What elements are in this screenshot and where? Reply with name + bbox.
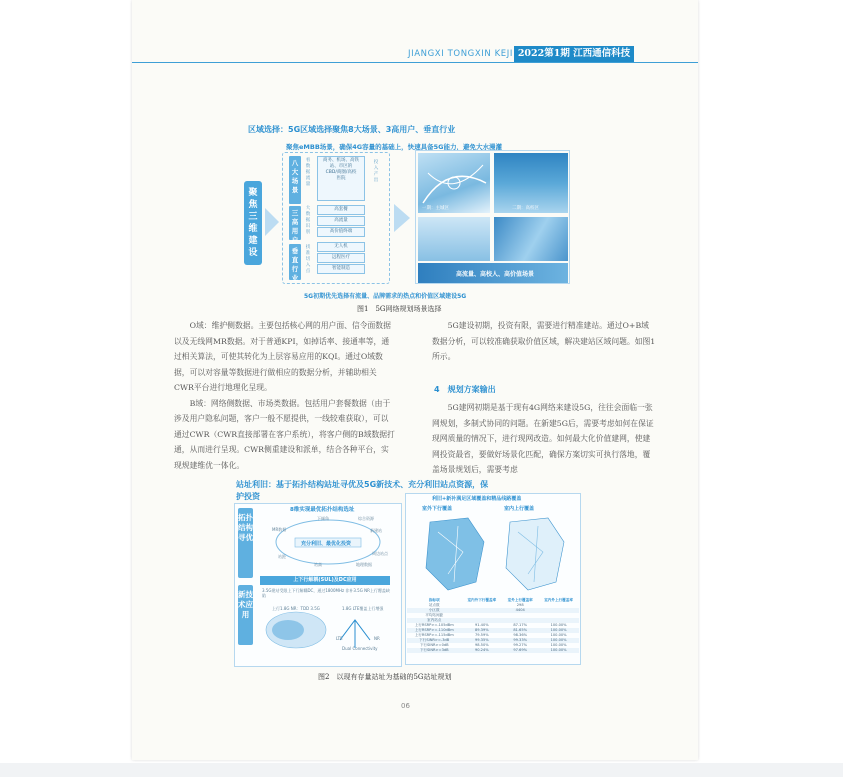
topology-center: 充分利旧、最优化投资 <box>301 541 352 547</box>
table-cell: 站点数 <box>428 603 440 607</box>
table-cell: 下行SINR>=0dB <box>419 643 449 647</box>
table-cell: 298 <box>516 603 524 607</box>
figure1-subtitle: 聚焦eMBB场景，确保4G容量的基础上，快速具备5G能力，避免大水漫灌 <box>286 143 503 151</box>
topology-node: 新建站 <box>370 528 382 533</box>
table-cell: 81.65% <box>502 628 538 633</box>
topology-node: 地理数据 <box>356 562 372 567</box>
figure1-item: 商务、机场、高铁 <box>323 158 359 163</box>
figure1-category-scene <box>289 156 301 204</box>
aerial-photo <box>494 153 568 213</box>
table-cell: 99.27% <box>513 643 528 647</box>
figure2-tab-topology <box>238 508 253 578</box>
coverage-map-right <box>506 518 564 590</box>
figure1-scene-box <box>317 156 365 201</box>
table-header-cell: 室内外上行覆盖率 <box>544 598 573 602</box>
coverage-maps <box>408 512 578 596</box>
topology-node: 周边站点 <box>372 551 388 556</box>
table-cell: 上行RSRP>=-105dBm <box>414 623 454 627</box>
figure1-right-label-text: 投入产出 <box>373 160 379 183</box>
arrow-right-icon <box>394 204 410 232</box>
table-cell: 上行RSRP>=-115dBm <box>414 633 454 637</box>
coverage-core <box>272 620 304 640</box>
figure1-item-box <box>317 216 365 226</box>
coverage-map-left <box>426 518 484 590</box>
header-issue-badge: 2022第1期 江西通信科技 <box>514 46 634 62</box>
table-cell: 平均站间距 <box>425 613 444 617</box>
table-cell: 98.50% <box>474 643 489 647</box>
road-photo <box>494 217 568 261</box>
figure1-item-box <box>317 242 365 252</box>
table-cell: 90.24% <box>461 648 502 653</box>
figure1-right-label <box>372 160 380 184</box>
right-column-top <box>432 318 656 365</box>
figure1-item: CBD/商圈/高校 <box>325 170 357 175</box>
sul-label: LTE <box>336 636 343 641</box>
table-header-cell: 指标项 <box>428 598 440 602</box>
sul-label: 上行1.8G NR：TDD 3.5G <box>272 606 320 611</box>
figure1-item: 高套餐 <box>334 207 348 212</box>
figure2-title: 站址利旧：基于拓扑结构站址寻优及5G新技术、充分利旧站点资源，保护投资 <box>236 480 489 501</box>
header-rule <box>132 62 698 63</box>
table-cell: 100.00% <box>538 628 579 633</box>
figure1-item-box <box>317 205 365 215</box>
table-cell: 79.59% <box>474 633 489 637</box>
topology-node: MR数据 <box>272 527 287 532</box>
figure1-item: 高价值终端 <box>329 229 353 234</box>
figure1-item: 无人机 <box>334 244 348 249</box>
figure1-category-industry <box>289 244 301 280</box>
table-cell: 上行RSRP>=-110dBm <box>407 628 461 633</box>
topology-node: 综合资源 <box>358 516 374 521</box>
figure1-side-label <box>304 206 312 236</box>
map-lines-icon <box>418 153 490 213</box>
figure1-photo-collage <box>415 150 570 284</box>
figure2-tab-label: 新技术应用 <box>238 590 253 619</box>
figure1-item: 智能制造 <box>332 266 350 271</box>
sul-text: 3.5G建站受限上下行解耦DC，通过1800MHz 非补3.5G NR上行覆盖缺陷 <box>262 588 390 598</box>
figure2-tab-label: 拓扑结构寻优 <box>238 513 253 542</box>
table-cell: 87.17% <box>513 623 528 627</box>
table-header-cell: 室外上行覆盖率 <box>507 598 533 602</box>
topology-node: 站距 <box>278 554 286 559</box>
table-cell: 100.00% <box>538 648 579 653</box>
arrow-right-icon <box>265 208 279 236</box>
table-cell: 91.40% <box>474 623 489 627</box>
figure1-item: 站、市区的 <box>329 164 353 169</box>
document-page <box>132 0 698 760</box>
figure1-caption: 图1 5G网络规划场景选择 <box>357 305 442 313</box>
map-left-label: 室外下行覆盖 <box>422 506 453 512</box>
header-journal-en: JIANGXI TONGXIN KEJI <box>408 49 513 59</box>
paragraph: O域：维护侧数据。主要包括核心网的用户面、信令面数据以及无线网MR数据。对于普通KPI，如掉话率、接通率等，通过相关算法，可使其转化为上层容易应用的KQI。通过O域数据，可以对容量等数据进行做相应的数据分析，并辅助相关CWR平台进行地理化呈现。 <box>174 321 391 392</box>
figure1-category-label: 三高用户 <box>291 209 299 244</box>
city-map-photo <box>418 153 490 213</box>
paragraph: 5G建网初期是基于现有4G网络来建设5G，往往会面临一张网规划，多制式协同的问题。在新建5G后，需要考虑如何在保证现网质量的情况下，进行现网改造。如何最大化价值建网，使建网投资最省，要做好场景化匹配，确保方案切实可执行落地，覆盖场景规划后，需要考虑 <box>432 403 654 474</box>
figure1-side-label-text: 大数据识别 <box>305 206 311 235</box>
table-cell: 97.69% <box>502 648 538 653</box>
figure1-side-label-text: 看数据流量 <box>305 158 311 187</box>
sul-label: NR <box>374 636 380 641</box>
figure1-left-label-text: 聚焦三维建设 <box>248 188 258 258</box>
paragraph: B域：网络侧数据、市场类数据。包括用户套餐数据（由于涉及用户隐私问题，客户一般不愿提供，一线较难获取），可以通过CWR（CWR直接部署在客户系统），将客户侧的B域数据打通，从而进行呈现。CWR侧重建设和派单，结合各种平台，实现规建维优一体化。 <box>174 398 395 470</box>
sul-label: 1.8G LTE覆盖上行增强 <box>342 606 384 611</box>
photo-caption: 二期：高校区 <box>512 206 539 211</box>
photo-caption: 一期：主城区 <box>422 206 449 211</box>
figure1-side-label <box>304 245 312 275</box>
figure1-item-box <box>317 253 365 263</box>
figure2-tab-newtech <box>238 585 253 645</box>
figure1-category-users <box>289 206 301 244</box>
map-right-label: 室内上行覆盖 <box>504 506 535 512</box>
figure1-item: 高流量 <box>334 218 348 223</box>
table-cell: 99.33% <box>502 638 538 643</box>
table-header-cell: 室内外下行覆盖率 <box>467 598 497 602</box>
table-body <box>407 603 579 653</box>
table-cell: 室内站点 <box>407 618 461 623</box>
table-cell: 下行SINR>=3dB <box>407 648 461 653</box>
map-header: 利旧+新补满足区域覆盖和精品线路覆盖 <box>432 496 522 502</box>
table-cell: 100.00% <box>538 638 579 643</box>
table-cell: 100.00% <box>550 633 567 637</box>
figure1-item: 远程医疗 <box>332 255 350 260</box>
figure1-category-label: 八大场景 <box>291 159 299 194</box>
table-row <box>407 648 579 653</box>
viewer-bottom-bar <box>0 763 843 777</box>
table-cell: 4404 <box>502 608 538 613</box>
table-cell: 下行SINR>=-3dB <box>407 638 461 643</box>
figure1-category-label: 垂直行业 <box>291 247 299 282</box>
figure1-item-box <box>317 264 365 274</box>
figure1-item-box <box>317 227 365 237</box>
photo-caption: 高流量、高校人、高价值场景 <box>456 271 535 278</box>
table-cell: 小区数 <box>407 608 461 613</box>
left-column <box>174 318 396 473</box>
table-cell: 98.36% <box>513 633 528 637</box>
table-cell: 89.39% <box>461 628 502 633</box>
figure1-side-label <box>304 158 312 188</box>
coverage-table <box>407 598 579 653</box>
skyline-photo <box>418 217 490 261</box>
paragraph: 5G建设初期，投资有限，需要进行精准建站。通过O+B域数据分析，可以较准确获取价值区域，解决建站区域问题。如图1所示。 <box>432 321 656 361</box>
figure2-caption: 图2 以现有存量站址为基础的5G站址规划 <box>318 673 452 681</box>
topology-node: 站高 <box>314 562 322 567</box>
figure1-side-label-text: 找准切入点 <box>305 245 311 274</box>
figure1-left-label <box>244 181 262 265</box>
section-heading: 4 规划方案输出 <box>434 385 496 394</box>
sul-label: Dual Connectivity <box>342 646 378 651</box>
figure1-title: 区域选择：5G区域选择聚焦8大场景、3高用户、垂直行业 <box>248 125 456 134</box>
figure1-item: 医院 <box>336 176 346 181</box>
table-cell: 100.00% <box>550 643 567 647</box>
topology-title: 8维实现最优拓扑结构选址 <box>290 507 355 513</box>
sul-banner: 上下行解耦(SUL)及DC应用 <box>260 576 390 585</box>
topology-node: 下倾角 <box>317 516 329 521</box>
figure1-bottom-caption: 5G初期优先选择有流量、品牌需求的热点和价值区域建设5G <box>304 293 467 300</box>
table-cell: 99.35% <box>461 638 502 643</box>
right-column-bottom <box>432 400 656 474</box>
page-number: 06 <box>401 702 410 710</box>
table-cell: 100.00% <box>550 623 567 627</box>
